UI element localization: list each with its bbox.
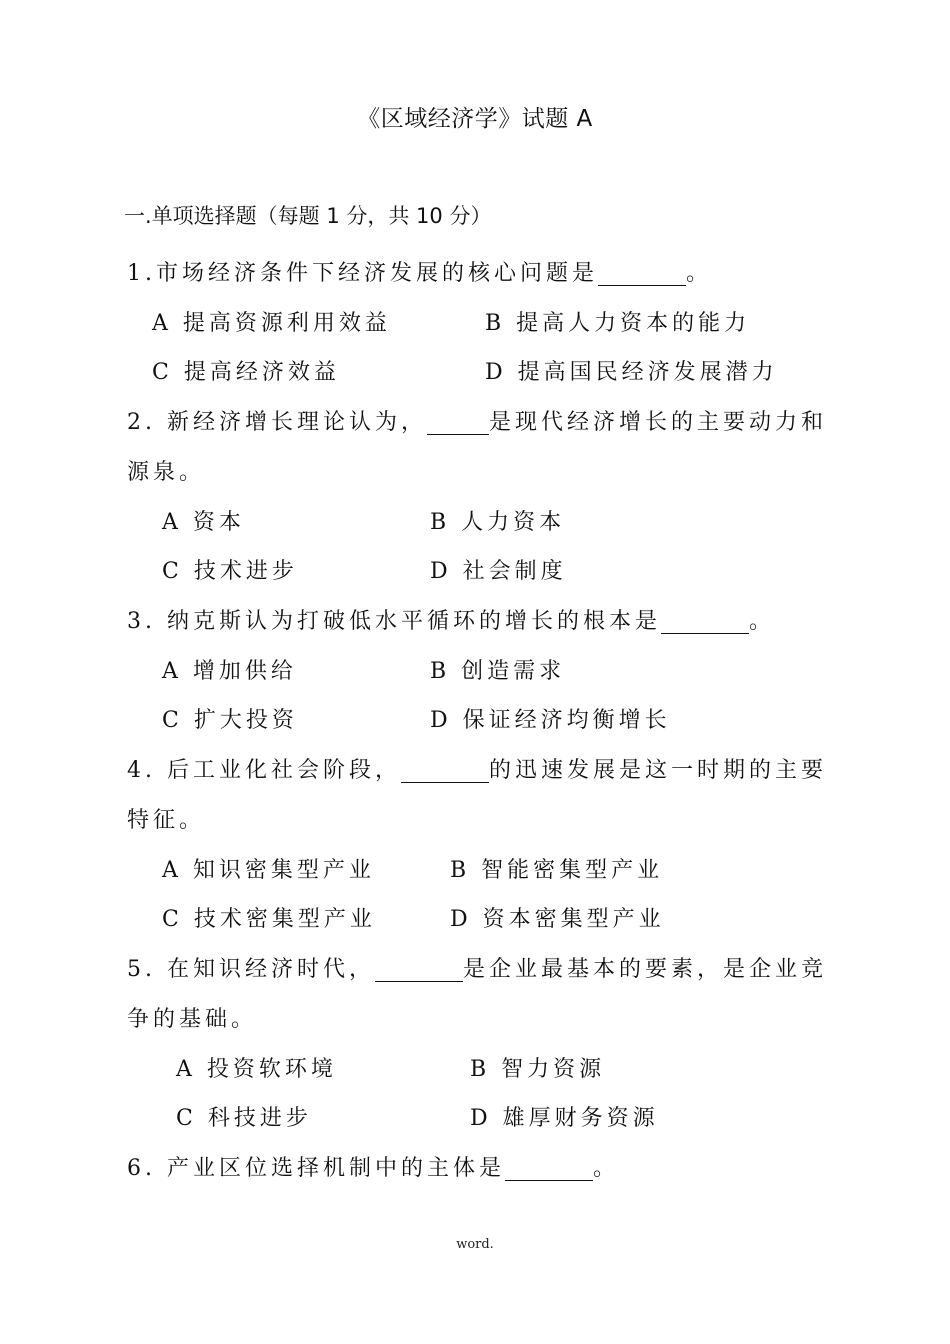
question-6-text: 6. 产业区位选择机制中的主体是	[127, 1156, 505, 1181]
question-5-continuation: 争的基础。	[127, 1007, 258, 1032]
option-a: A 增加供给	[162, 659, 297, 684]
answer-blank	[401, 756, 489, 783]
question-6-stem	[127, 1151, 619, 1182]
question-5-text: 5. 在知识经济时代，	[127, 957, 375, 982]
answer-blank	[505, 1154, 593, 1181]
option-c: C 技术进步	[162, 559, 298, 584]
question-2-stem	[127, 405, 827, 436]
question-4-stem	[127, 753, 827, 784]
option-d: D 保证经济均衡增长	[430, 708, 671, 733]
option-a: A 知识密集型产业	[162, 858, 375, 883]
question-2-continuation: 源泉。	[127, 460, 206, 485]
option-d: D 社会制度	[430, 559, 567, 584]
option-b: B 提高人力资本的能力	[485, 311, 751, 336]
option-c: C 科技进步	[176, 1106, 312, 1131]
question-4-text-end: 的迅速发展是这一时期的主要	[488, 758, 827, 783]
question-5-stem	[127, 952, 827, 983]
option-c: C 扩大投资	[162, 708, 298, 733]
section-heading: 一.单项选择题（每题 1 分，共 10 分）	[124, 204, 492, 228]
option-a: A 提高资源利用效益	[152, 311, 391, 336]
question-3-text: 3. 纳克斯认为打破低水平循环的增长的根本是	[127, 609, 661, 634]
answer-blank	[598, 259, 686, 286]
option-d: D 提高国民经济发展潜力	[485, 360, 778, 385]
option-a: A 投资软环境	[176, 1057, 337, 1082]
option-d: D 雄厚财务资源	[470, 1106, 659, 1131]
question-4-text: 4. 后工业化社会阶段，	[127, 758, 401, 783]
question-2-text-end: 是现代经济增长的主要动力和	[488, 410, 827, 435]
answer-blank	[661, 607, 749, 634]
question-5-text-end: 是企业最基本的要素，是企业竞	[462, 957, 827, 982]
question-3-text-end: 。	[749, 609, 776, 634]
question-1-text-end: 。	[686, 261, 713, 286]
option-b: B 人力资本	[430, 510, 566, 535]
option-c: C 技术密集型产业	[162, 907, 376, 932]
question-3-stem	[127, 604, 775, 635]
option-b: B 智能密集型产业	[450, 858, 664, 883]
option-c: C 提高经济效益	[152, 360, 340, 385]
answer-blank	[427, 408, 489, 435]
option-a: A 资本	[162, 510, 245, 535]
question-1-text: 1.市场经济条件下经济发展的核心问题是	[127, 261, 598, 286]
question-2-text: 2. 新经济增长理论认为，	[127, 410, 427, 435]
exam-title: 《区域经济学》试题 A	[357, 106, 593, 132]
option-d: D 资本密集型产业	[450, 907, 665, 932]
question-4-continuation: 特征。	[127, 808, 206, 833]
question-1-stem	[127, 256, 712, 287]
option-b: B 智力资源	[470, 1057, 606, 1082]
answer-blank	[375, 955, 463, 982]
question-6-text-end: 。	[592, 1156, 619, 1181]
option-b: B 创造需求	[430, 659, 566, 684]
page-footer: word.	[456, 1237, 494, 1252]
